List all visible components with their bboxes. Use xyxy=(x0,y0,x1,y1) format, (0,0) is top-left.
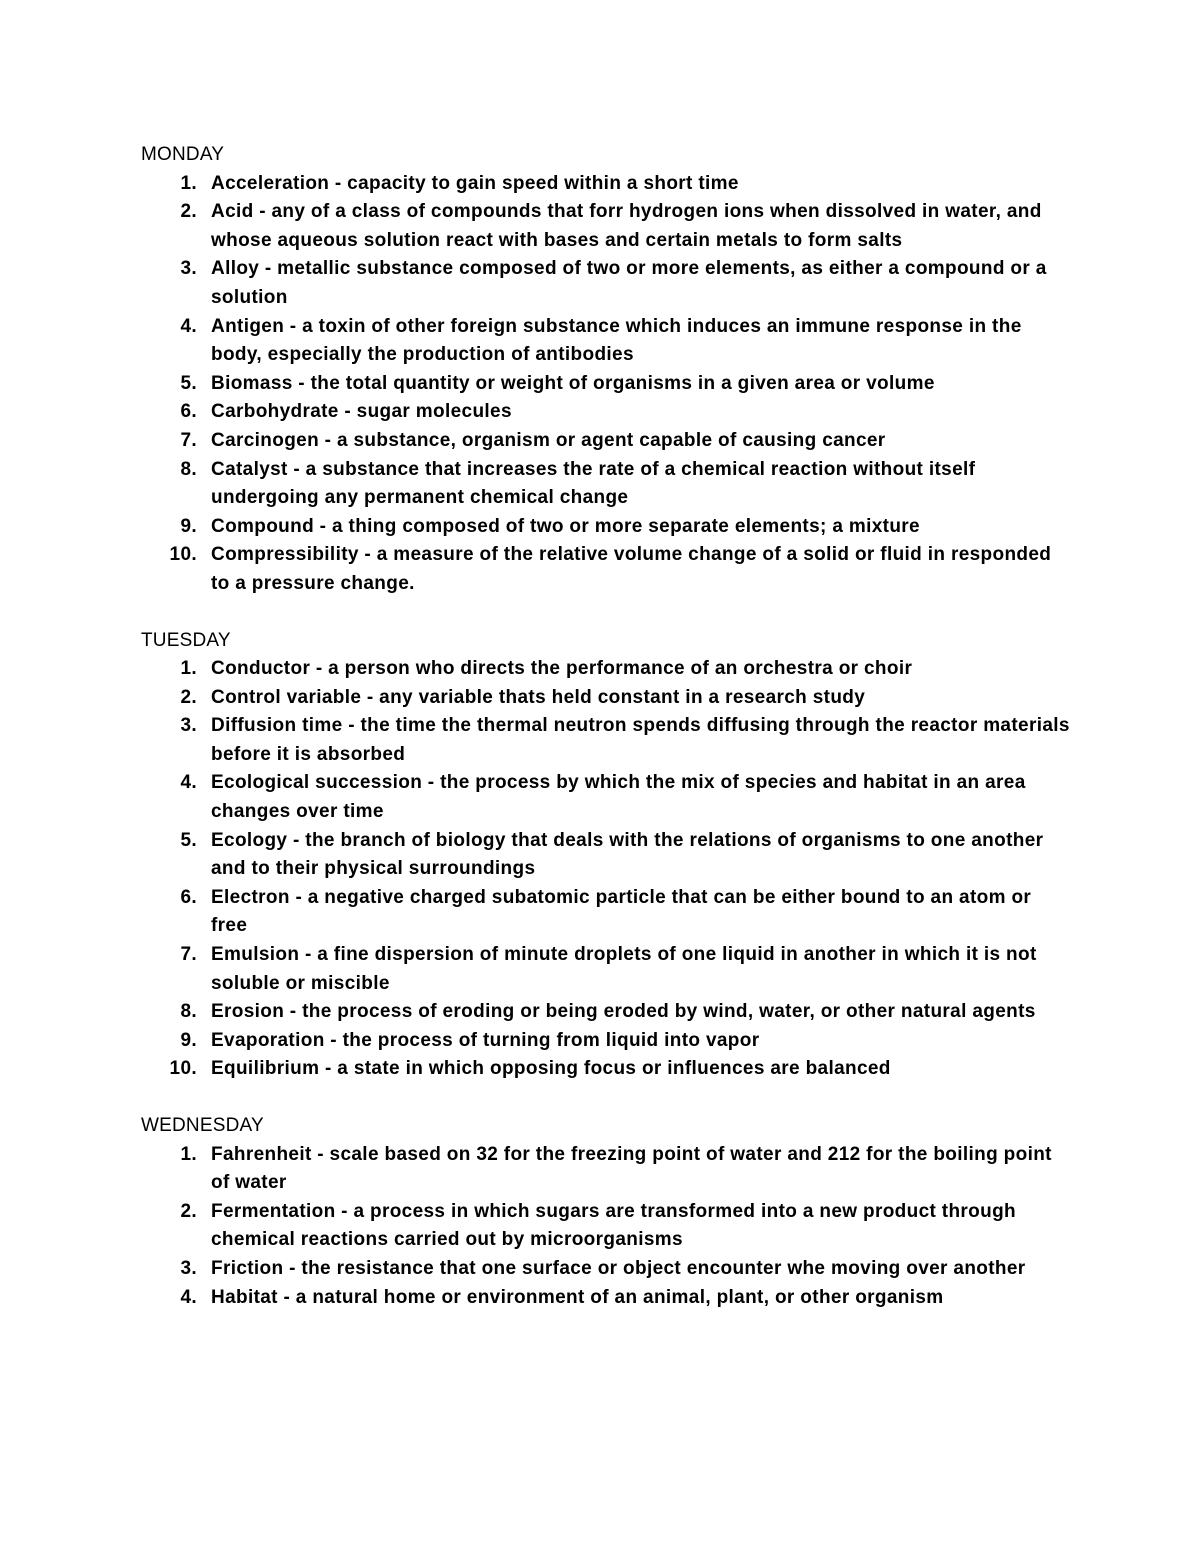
item-text: Alloy - metallic substance composed of two or more elements, as either a compound or a solution xyxy=(211,258,1047,308)
item-text: Habitat - a natural home or environment of an animal, plant, or other organism xyxy=(211,1286,944,1308)
item-number: 3. xyxy=(180,715,197,737)
item-text: Diffusion time - the time the thermal neutron spends diffusing through the reactor materials before it is absorbed xyxy=(211,715,1070,765)
item-number: 6. xyxy=(180,401,197,423)
item-text: Carcinogen - a substance, organism or agent capable of causing cancer xyxy=(211,429,886,451)
list-item xyxy=(141,255,1071,312)
item-text: Antigen - a toxin of other foreign substance which induces an immune response in the body, especially the production of antibodies xyxy=(211,315,1022,366)
list-item xyxy=(141,1141,1071,1198)
item-number: 9. xyxy=(180,1029,197,1051)
item-number: 4. xyxy=(180,772,197,794)
item-number: 1. xyxy=(180,1143,197,1165)
list-item xyxy=(141,1027,1071,1056)
item-text: Friction - the resistance that one surface or object encounter whe moving over another xyxy=(211,1257,1026,1279)
section-monday xyxy=(141,141,1071,599)
item-text: Electron - a negative charged subatomic particle that can be either bound to an atom or free xyxy=(211,886,1032,937)
section-heading: MONDAY xyxy=(141,144,225,165)
item-text: Fahrenheit - scale based on 32 for the freezing point of water and 212 for the boiling point of water xyxy=(211,1143,1052,1194)
item-number: 4. xyxy=(180,1286,197,1308)
item-text: Control variable - any variable thats held constant in a research study xyxy=(211,686,866,708)
list-item xyxy=(141,170,1071,199)
section-heading: TUESDAY xyxy=(141,629,231,651)
item-number: 1. xyxy=(180,172,197,194)
term-list xyxy=(141,170,1071,599)
item-number: 8. xyxy=(180,458,197,480)
item-text: Emulsion - a fine dispersion of minute droplets of one liquid in another in which it is not soluble or miscible xyxy=(211,944,1037,994)
item-text: Conductor - a person who directs the performance of an orchestra or choir xyxy=(211,658,913,680)
list-item xyxy=(141,684,1071,713)
list-item xyxy=(141,1198,1071,1255)
item-number: 7. xyxy=(180,944,197,966)
item-number: 2. xyxy=(180,686,197,708)
item-text: Evaporation - the process of turning from liquid into vapor xyxy=(211,1029,760,1051)
item-number: 9. xyxy=(180,515,197,537)
item-number: 10. xyxy=(169,1058,197,1080)
list-item xyxy=(141,198,1071,255)
item-text: Catalyst - a substance that increases the rate of a chemical reaction without itself undergoing any permanent chemical change xyxy=(211,458,976,509)
list-item xyxy=(141,313,1071,370)
list-item xyxy=(141,370,1071,399)
item-number: 2. xyxy=(180,201,197,223)
item-text: Compressibility - a measure of the relative volume change of a solid or fluid in responded to a pressure change. xyxy=(211,544,1052,594)
item-number: 3. xyxy=(180,1257,197,1279)
section-wednesday xyxy=(141,1112,1071,1312)
item-text: Acceleration - capacity to gain speed within a short time xyxy=(211,172,739,194)
list-item xyxy=(141,998,1071,1027)
item-text: Acid - any of a class of compounds that forr hydrogen ions when dissolved in water, and whose aqueous solution react with bases and certain metals to form salts xyxy=(211,201,1042,251)
list-item xyxy=(141,941,1071,998)
document-content xyxy=(141,141,1071,1312)
term-list xyxy=(141,655,1071,1084)
item-number: 10. xyxy=(169,544,197,566)
list-item xyxy=(141,712,1071,769)
item-number: 5. xyxy=(180,372,197,394)
list-item xyxy=(141,456,1071,513)
list-item xyxy=(141,655,1071,684)
item-text: Ecological succession - the process by which the mix of species and habitat in an area changes over time xyxy=(211,772,1026,823)
list-item xyxy=(141,884,1071,941)
item-number: 4. xyxy=(180,315,197,337)
list-item xyxy=(141,513,1071,542)
item-number: 6. xyxy=(180,886,197,908)
item-text: Erosion - the process of eroding or being eroded by wind, water, or other natural agents xyxy=(211,1001,1036,1023)
list-item xyxy=(141,541,1071,598)
item-text: Carbohydrate - sugar molecules xyxy=(211,401,512,423)
section-heading: WEDNESDAY xyxy=(141,1115,264,1136)
item-number: 8. xyxy=(180,1001,197,1023)
item-number: 1. xyxy=(180,658,197,680)
item-text: Compound - a thing composed of two or more separate elements; a mixture xyxy=(211,515,920,537)
list-item xyxy=(141,1055,1071,1084)
item-number: 3. xyxy=(180,258,197,280)
item-text: Fermentation - a process in which sugars are transformed into a new product through chemical reactions carried out by microorganisms xyxy=(211,1200,1016,1251)
item-text: Equilibrium - a state in which opposing focus or influences are balanced xyxy=(211,1058,891,1080)
item-text: Biomass - the total quantity or weight of organisms in a given area or volume xyxy=(211,372,935,394)
list-item xyxy=(141,1284,1071,1313)
section-tuesday xyxy=(141,627,1071,1085)
item-text: Ecology - the branch of biology that deals with the relations of organisms to one another and to their physical surroundings xyxy=(211,829,1044,880)
list-item xyxy=(141,1255,1071,1284)
item-number: 5. xyxy=(180,829,197,851)
list-item xyxy=(141,769,1071,826)
term-list xyxy=(141,1141,1071,1313)
item-number: 7. xyxy=(180,429,197,451)
item-number: 2. xyxy=(180,1200,197,1222)
list-item xyxy=(141,398,1071,427)
list-item xyxy=(141,427,1071,456)
list-item xyxy=(141,827,1071,884)
